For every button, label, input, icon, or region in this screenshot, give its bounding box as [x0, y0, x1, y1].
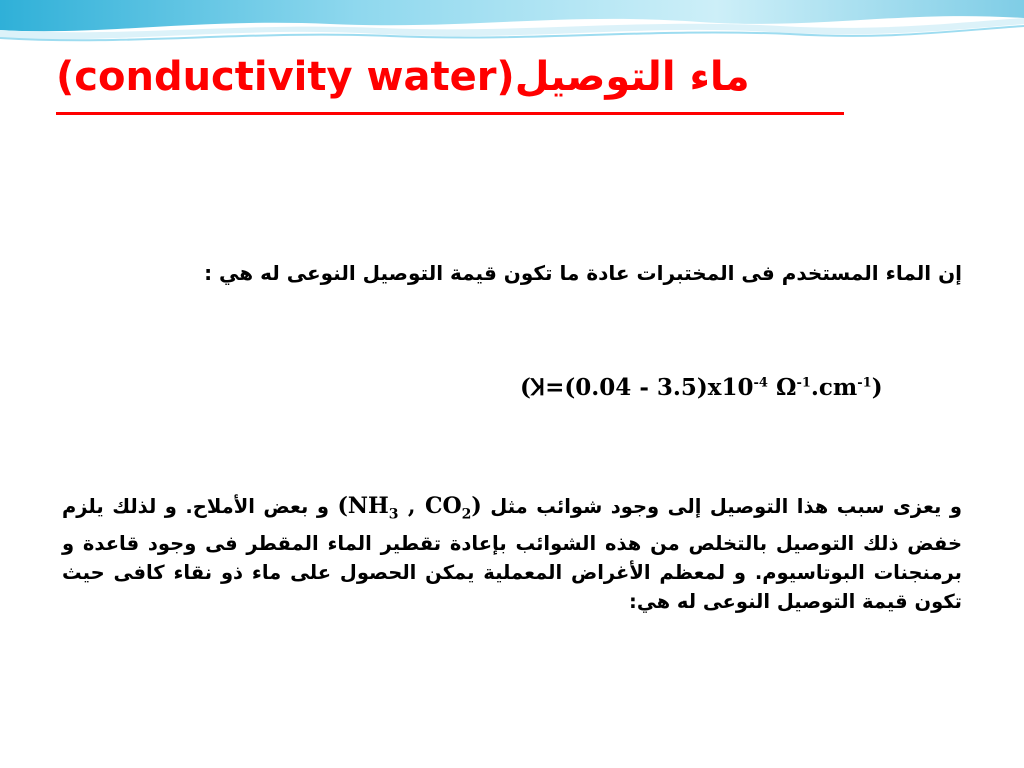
formula-exponent-3: -1	[857, 375, 872, 391]
co2-subscript: 2	[461, 506, 472, 523]
chem-separator: ,	[398, 493, 425, 519]
title-underline	[56, 112, 844, 115]
formula-unit-ohm: Ω	[767, 374, 797, 401]
chem-close-paren: )	[471, 493, 482, 519]
body-rest-text: و بعض الأملاح. و لذلك يلزم خفض ذلك التوصيل بالتخلص من هذه الشوائب بإعادة تقطير الماء المقطر فى وجود قاعدة و برمنجنات البوتاسيوم. و لمعظم الأغراض المعملية يمكن الحصول على ماء ذو نقاء كافى حيث تكون قيمة التوصيل النوعى له هي:	[62, 495, 962, 614]
formula-close-paren: )	[871, 374, 883, 401]
conductivity-formula	[520, 370, 883, 402]
co2-formula: CO	[424, 493, 462, 519]
body-lead-text: و يعزى سبب هذا التوصيل إلى وجود شوائب مثل	[481, 495, 962, 518]
formula-exponent-2: -1	[796, 375, 811, 391]
body-paragraph	[62, 492, 962, 616]
formula-exponent-1: -4	[753, 375, 768, 391]
impurities-formula	[337, 493, 482, 523]
intro-paragraph: إن الماء المستخدم فى المختبرات عادة ما تكون قيمة التوصيل النوعى له هي :	[204, 261, 962, 285]
formula-kappa-symbol: Ʞ	[530, 374, 546, 401]
ammonia-formula: NH	[347, 493, 389, 519]
formula-value-range: =(0.04 - 3.5)x10	[545, 374, 754, 401]
ammonia-subscript: 3	[388, 506, 399, 523]
formula-unit-cm: .cm	[810, 374, 858, 401]
chem-open-paren: (	[337, 493, 348, 519]
slide-title: (conductivity water)ماء التوصيل	[56, 54, 750, 100]
formula-open-paren: (	[520, 374, 531, 401]
